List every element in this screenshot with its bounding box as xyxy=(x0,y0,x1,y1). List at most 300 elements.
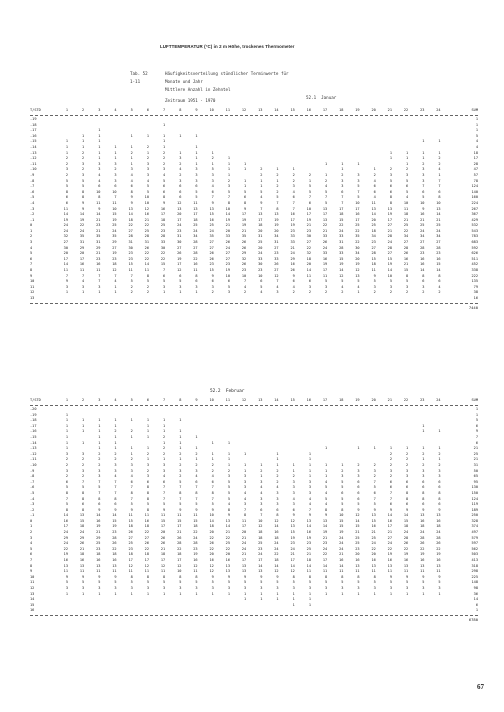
table-cell: 16 xyxy=(274,530,279,535)
table-cell: 21 xyxy=(96,251,101,256)
table-cell: 19 xyxy=(387,552,392,557)
table-cell: 24 xyxy=(274,546,279,551)
column-header: 8 xyxy=(179,108,182,112)
table-cell: 21 xyxy=(436,217,441,222)
table-cell: 1 xyxy=(195,434,198,439)
table-cell: 24 xyxy=(274,541,279,546)
table-cell: 18 xyxy=(209,524,214,529)
table-cell: 1 xyxy=(114,418,117,423)
table-cell: 11 xyxy=(144,513,149,518)
table-cell: 1 xyxy=(227,167,230,172)
table-cell: 18 xyxy=(274,535,279,540)
table-cell: 1 xyxy=(179,418,182,423)
table-cell: 16 xyxy=(144,212,149,217)
table-cell: 2 xyxy=(438,161,441,166)
table-cell: 2 xyxy=(292,290,295,295)
table-cell: 2 xyxy=(65,457,68,462)
table-cell: 8 xyxy=(163,574,166,579)
column-header: SUM xyxy=(471,398,478,402)
table-cell: 4 xyxy=(341,284,344,289)
table-cell: 4 xyxy=(373,178,376,183)
table-cell: 2 xyxy=(82,156,85,161)
table-cell: 7 xyxy=(163,268,166,273)
table-cell: 5 xyxy=(65,580,68,585)
table-cell: 23 xyxy=(258,546,263,551)
table-cell: 12 xyxy=(209,563,214,568)
row-label: -4 xyxy=(30,200,35,205)
table-cell: 3 xyxy=(195,468,198,473)
table-cell: 9 xyxy=(211,507,214,512)
table-cell: 15 xyxy=(339,256,344,261)
table-cell: 3 xyxy=(438,474,441,479)
row-sum: 16 xyxy=(473,296,478,300)
table-cell: 22 xyxy=(160,251,166,256)
table-cell: 17 xyxy=(355,217,360,222)
table-cell: 1 xyxy=(325,468,328,473)
table-cell: 31 xyxy=(144,240,149,245)
table-cell: 8 xyxy=(244,513,247,518)
table-cell: 21 xyxy=(241,552,247,557)
table-cell: 21 xyxy=(403,217,409,222)
table-cell: 9 xyxy=(308,513,311,518)
table-cell: 17 xyxy=(177,524,182,529)
table-cell: 27 xyxy=(387,251,392,256)
table-cell: 26 xyxy=(128,530,133,535)
table-cell: 6 xyxy=(308,200,311,205)
table-cell: 3 xyxy=(341,178,344,183)
table-cell: 18 xyxy=(258,535,263,540)
row-label: 11 xyxy=(30,284,35,289)
table-cell: 8 xyxy=(130,189,133,194)
table-cell: 1 xyxy=(244,591,247,596)
table-cell: 2 xyxy=(130,429,133,434)
table-cell: 16 xyxy=(225,558,230,563)
table-cell: 2 xyxy=(422,290,425,295)
table-cell: 18 xyxy=(371,228,376,233)
table-cell: 2 xyxy=(114,457,117,462)
table-cell: 21 xyxy=(339,552,344,557)
table-cell: 2 xyxy=(325,178,328,183)
table-cell: 3 xyxy=(211,586,214,590)
table-cell: 16 xyxy=(371,558,376,563)
table-cell: 6 xyxy=(179,195,182,200)
table-cell: 22 xyxy=(112,546,117,551)
table-cell: 3 xyxy=(341,184,344,189)
table-cell: 5 xyxy=(276,195,279,200)
row-label: 7 xyxy=(30,262,33,267)
table-cell: 3 xyxy=(406,474,409,479)
page-number: 67 xyxy=(477,683,484,691)
row-sum: 148 xyxy=(471,580,478,585)
table-cell: 1 xyxy=(179,457,182,462)
row-sum: 50 xyxy=(473,468,478,473)
table-cell: 23 xyxy=(306,228,311,233)
table-cell: 4 xyxy=(98,178,101,183)
table-cell: 13 xyxy=(322,206,328,211)
table-cell: 1 xyxy=(244,597,247,602)
table-cell: 16 xyxy=(112,558,117,563)
table-cell: 22 xyxy=(209,546,214,551)
table-cell: 1 xyxy=(98,591,101,596)
table-cell: 17 xyxy=(322,268,328,273)
table-cell: 14 xyxy=(274,524,279,529)
table-cell: 3 xyxy=(276,490,279,495)
table-cell: 1 xyxy=(65,429,68,434)
column-header: 16 xyxy=(306,108,311,112)
table-cell: 2 xyxy=(260,172,263,177)
row-label: -9 xyxy=(30,172,35,177)
table-cell: 6 xyxy=(422,479,425,484)
table-cell: 2 xyxy=(211,156,214,161)
table-cell: 1 xyxy=(82,290,85,295)
table-cell: 1 xyxy=(98,156,101,161)
table-cell: 15 xyxy=(193,518,198,523)
table-cell: 6 xyxy=(357,479,360,484)
table-cell: 29 xyxy=(79,245,85,250)
table-cell: 1 xyxy=(195,591,198,596)
table-cell: 20 xyxy=(355,552,360,557)
table-cell: 7 xyxy=(98,490,101,495)
table-cell: 5 xyxy=(389,580,392,585)
row-label: 3 xyxy=(30,535,33,540)
table-cell: 5 xyxy=(163,502,166,507)
table-cell: 8 xyxy=(98,496,101,501)
table-cell: 1 xyxy=(211,451,214,456)
table-cell: 25 xyxy=(144,228,149,233)
table-cell: 26 xyxy=(241,245,247,250)
table-cell: 14 xyxy=(387,268,392,273)
table-cell: 4 xyxy=(373,195,376,200)
table-cell: 25 xyxy=(160,223,166,228)
table-cell: 4 xyxy=(260,290,263,295)
table-cell: 21 xyxy=(160,546,166,551)
table-cell: 1 xyxy=(211,161,214,166)
table-cell: 26 xyxy=(144,541,149,546)
table-cell: 1 xyxy=(276,167,279,172)
table-cell: 11 xyxy=(112,200,117,205)
table-cell: 21 xyxy=(241,535,247,540)
row-sum: 5 xyxy=(475,418,478,423)
table-cell: 17 xyxy=(160,212,166,217)
table-cell: 16 xyxy=(420,558,425,563)
table-cell: 1 xyxy=(308,462,311,467)
table-cell: 2 xyxy=(389,457,392,462)
table-cell: 7 xyxy=(276,279,279,284)
table-cell: 22 xyxy=(339,223,344,228)
table-cell: 9 xyxy=(130,507,133,512)
table-cell: 1 xyxy=(325,591,328,596)
table-cell: 4 xyxy=(244,496,247,501)
table-cell: 7 xyxy=(373,479,376,484)
table-cell: 3 xyxy=(195,284,198,289)
table-cell: 9 xyxy=(373,273,376,278)
table-cell: 10 xyxy=(306,206,311,211)
table-cell: 26 xyxy=(225,240,230,245)
row-label: -6 xyxy=(30,485,35,490)
table-cell: 11 xyxy=(144,268,149,273)
row-label: 0 xyxy=(30,223,33,228)
table-cell: 13 xyxy=(79,563,85,568)
row-label: 1 xyxy=(30,524,33,529)
table-cell: 5 xyxy=(227,580,230,585)
table-cell: 2 xyxy=(389,474,392,479)
table-cell: 8 xyxy=(195,574,198,579)
column-header: 16 xyxy=(306,398,311,402)
row-sum: 592 xyxy=(471,245,478,250)
table-cell: 14 xyxy=(420,268,425,273)
row-sum: 267 xyxy=(471,206,478,211)
table-cell: 22 xyxy=(209,535,214,540)
table-cell: 7 xyxy=(114,490,117,495)
table-cell: 3 xyxy=(438,586,441,590)
table-cell: 2 xyxy=(373,474,376,479)
column-header: 24 xyxy=(436,108,441,112)
table-cell: 3 xyxy=(98,167,101,172)
table-cell: 19 xyxy=(193,552,198,557)
table-cell: 5 xyxy=(308,184,311,189)
table-cell: 8 xyxy=(406,490,409,495)
table-cell: 7 xyxy=(211,485,214,490)
table-cell: 9 xyxy=(438,574,441,579)
table-cell: 7 xyxy=(114,479,117,484)
table-cell: 2 xyxy=(211,462,214,467)
table-cell: 5 xyxy=(130,502,133,507)
table-cell: 20 xyxy=(160,530,166,535)
table-cell: 27 xyxy=(306,240,311,245)
table-cell: 9 xyxy=(195,507,198,512)
table-cell: 26 xyxy=(144,245,149,250)
table-cell: 13 xyxy=(177,206,182,211)
table-cell: 13 xyxy=(96,563,101,568)
table-cell: 1 xyxy=(98,418,101,423)
table-cell: 6 xyxy=(357,490,360,495)
table-cell: 4 xyxy=(438,284,441,289)
table-cell: 6 xyxy=(130,479,133,484)
table-cell: 23 xyxy=(322,541,328,546)
table-cell: 15 xyxy=(355,524,360,529)
row-label: 9 xyxy=(30,273,33,278)
table-cell: 8 xyxy=(341,574,344,579)
table-cell: 1 xyxy=(114,434,117,439)
table-cell: 3 xyxy=(179,284,182,289)
table-cell: 28 xyxy=(420,245,425,250)
table-cell: 15 xyxy=(339,217,344,222)
table-cell: 30 xyxy=(306,234,311,239)
table-cell: 3 xyxy=(98,468,101,473)
table-cell: 7 xyxy=(325,195,328,200)
table-cell: 3 xyxy=(179,468,182,473)
table-cell: 8 xyxy=(389,200,392,205)
table-cell: 31 xyxy=(96,240,101,245)
column-header: 7 xyxy=(163,108,166,112)
table-cell: 35 xyxy=(241,234,247,239)
table-cell: 29 xyxy=(112,240,117,245)
table-cell: 19 xyxy=(274,223,279,228)
table-cell: 5 xyxy=(325,496,328,501)
row-label: 10 xyxy=(30,574,35,579)
table-cell: 20 xyxy=(63,251,68,256)
table-cell: 5 xyxy=(82,485,85,490)
table-cell: 15 xyxy=(387,256,392,261)
table-cell: 24 xyxy=(193,228,198,233)
table-cell: 14 xyxy=(436,212,441,217)
table-cell: 17 xyxy=(258,558,263,563)
table-cell: 6 xyxy=(211,189,214,194)
table-cell: 3 xyxy=(292,479,295,484)
table-cell: 1 xyxy=(98,434,101,439)
table-cell: 3 xyxy=(244,479,247,484)
table-cell: 16 xyxy=(355,212,360,217)
table-cell: 2 xyxy=(276,474,279,479)
table-cell: 5 xyxy=(82,178,85,183)
table-cell: 1 xyxy=(244,167,247,172)
table-cell: 1 xyxy=(373,167,376,172)
table-cell: 14 xyxy=(306,563,311,568)
table-cell: 1 xyxy=(308,178,311,183)
table-cell: 16 xyxy=(420,256,425,261)
table-cell: 1 xyxy=(65,446,68,451)
table-cell: 9 xyxy=(82,574,85,579)
table-cell: 18 xyxy=(403,212,409,217)
table-cell: 11 xyxy=(371,268,376,273)
table-cell: 28 xyxy=(436,245,441,250)
table-cell: 24 xyxy=(79,228,85,233)
table-cell: 18 xyxy=(258,223,263,228)
table-cell: 5 xyxy=(227,485,230,490)
table-cell: 5 xyxy=(146,580,149,585)
table-cell: 15 xyxy=(403,268,409,273)
table-cell: 1 xyxy=(146,150,149,155)
row-sum: 1 xyxy=(475,608,478,613)
table-cell: 16 xyxy=(403,558,409,563)
table-cell: 16 xyxy=(63,558,68,563)
table-cell: 11 xyxy=(339,569,344,574)
table-cell: 24 xyxy=(63,228,68,233)
table-cell: 2 xyxy=(260,167,263,172)
column-header: T/STD xyxy=(30,398,41,402)
row-label: -17 xyxy=(30,423,37,428)
table-cell: 1 xyxy=(98,446,101,451)
table-cell: 10 xyxy=(241,273,247,278)
table-cell: 8 xyxy=(163,195,166,200)
table-cell: 3 xyxy=(130,167,133,172)
table-cell: 33 xyxy=(322,251,328,256)
table-cell: 4 xyxy=(260,485,263,490)
table-cell: 14 xyxy=(112,513,117,518)
row-sum: 511 xyxy=(471,256,478,261)
table-cell: 8 xyxy=(195,490,198,495)
table-cell: 17 xyxy=(290,217,295,222)
table-cell: 26 xyxy=(241,240,247,245)
table-cell: 6 xyxy=(422,502,425,507)
table-cell: 19 xyxy=(225,217,230,222)
table-cell: 6 xyxy=(163,273,166,278)
table-cell: 2 xyxy=(373,462,376,467)
table-cell: 18 xyxy=(128,524,133,529)
table-cell: 19 xyxy=(339,262,344,267)
table-cell: 18 xyxy=(177,552,182,557)
table-cell: 1 xyxy=(179,440,182,445)
table-cell: 6 xyxy=(373,490,376,495)
table-cell: 7 xyxy=(65,496,68,501)
table-cell: 8 xyxy=(82,195,85,200)
row-sum: 57 xyxy=(473,172,478,177)
table-cell: 9 xyxy=(65,574,68,579)
row-sum: 1 xyxy=(475,412,478,417)
table-cell: 13 xyxy=(436,206,441,211)
table-cell: 8 xyxy=(146,496,149,501)
table-cell: 13 xyxy=(209,206,214,211)
table-cell: 5 xyxy=(163,580,166,585)
table-cell: 34 xyxy=(420,234,425,239)
table-cell: 5 xyxy=(195,195,198,200)
table-cell: 1 xyxy=(130,156,133,161)
table-cell: 18 xyxy=(128,552,133,557)
table-cell: 3 xyxy=(195,167,198,172)
table-cell: 9 xyxy=(227,513,230,518)
table-cell: 6 xyxy=(389,485,392,490)
table-cell: 21 xyxy=(420,217,425,222)
table-cell: 1 xyxy=(65,423,68,428)
table-cell: 6 xyxy=(114,184,117,189)
table-cell: 1 xyxy=(341,462,344,467)
table-cell: 1 xyxy=(98,290,101,295)
table-cell: 6 xyxy=(260,279,263,284)
table-cell: 15 xyxy=(339,524,344,529)
table-cell: 21 xyxy=(241,228,247,233)
table-cell: 7 xyxy=(163,496,166,501)
table-cell: 1 xyxy=(195,290,198,295)
table-cell: 11 xyxy=(322,273,328,278)
table-cell: 26 xyxy=(420,541,425,546)
row-sum: 1 xyxy=(475,122,478,127)
table-cell: 1 xyxy=(163,133,166,138)
table-cell: 22 xyxy=(403,228,409,233)
table-cell: 3 xyxy=(146,474,149,479)
row-sum: 124 xyxy=(471,496,478,501)
table-cell: 24 xyxy=(436,530,441,535)
row-sum: 189 xyxy=(471,507,478,512)
table-cell: 5 xyxy=(244,189,247,194)
table-cell: 1 xyxy=(179,434,182,439)
table-cell: 1 xyxy=(114,440,117,445)
table-cell: 8 xyxy=(179,574,182,579)
table-cell: 7 xyxy=(195,485,198,490)
table-cell: 31 xyxy=(274,240,279,245)
row-label: -5 xyxy=(30,195,35,200)
table-cell: 24 xyxy=(290,251,295,256)
table-cell: 7 xyxy=(341,195,344,200)
table-cell: 9 xyxy=(422,206,425,211)
table-cell: 23 xyxy=(290,541,295,546)
table-cell: 8 xyxy=(195,273,198,278)
table-cell: 32 xyxy=(241,256,247,261)
table-cell: 33 xyxy=(274,256,279,261)
table-cell: 1 xyxy=(438,591,441,596)
table-cell: 21 xyxy=(225,223,230,228)
table-cell: 5 xyxy=(406,580,409,585)
table-cell: 19 xyxy=(112,524,117,529)
table-cell: 17 xyxy=(322,558,328,563)
table-cell: 5 xyxy=(357,279,360,284)
table-cell: 10 xyxy=(355,200,360,205)
table-cell: 3 xyxy=(130,586,133,590)
table-cell: 26 xyxy=(209,541,214,546)
table-cell: 13 xyxy=(79,513,85,518)
table-cell: 3 xyxy=(146,462,149,467)
table-cell: 11 xyxy=(306,273,311,278)
table-cell: 3 xyxy=(244,586,247,590)
